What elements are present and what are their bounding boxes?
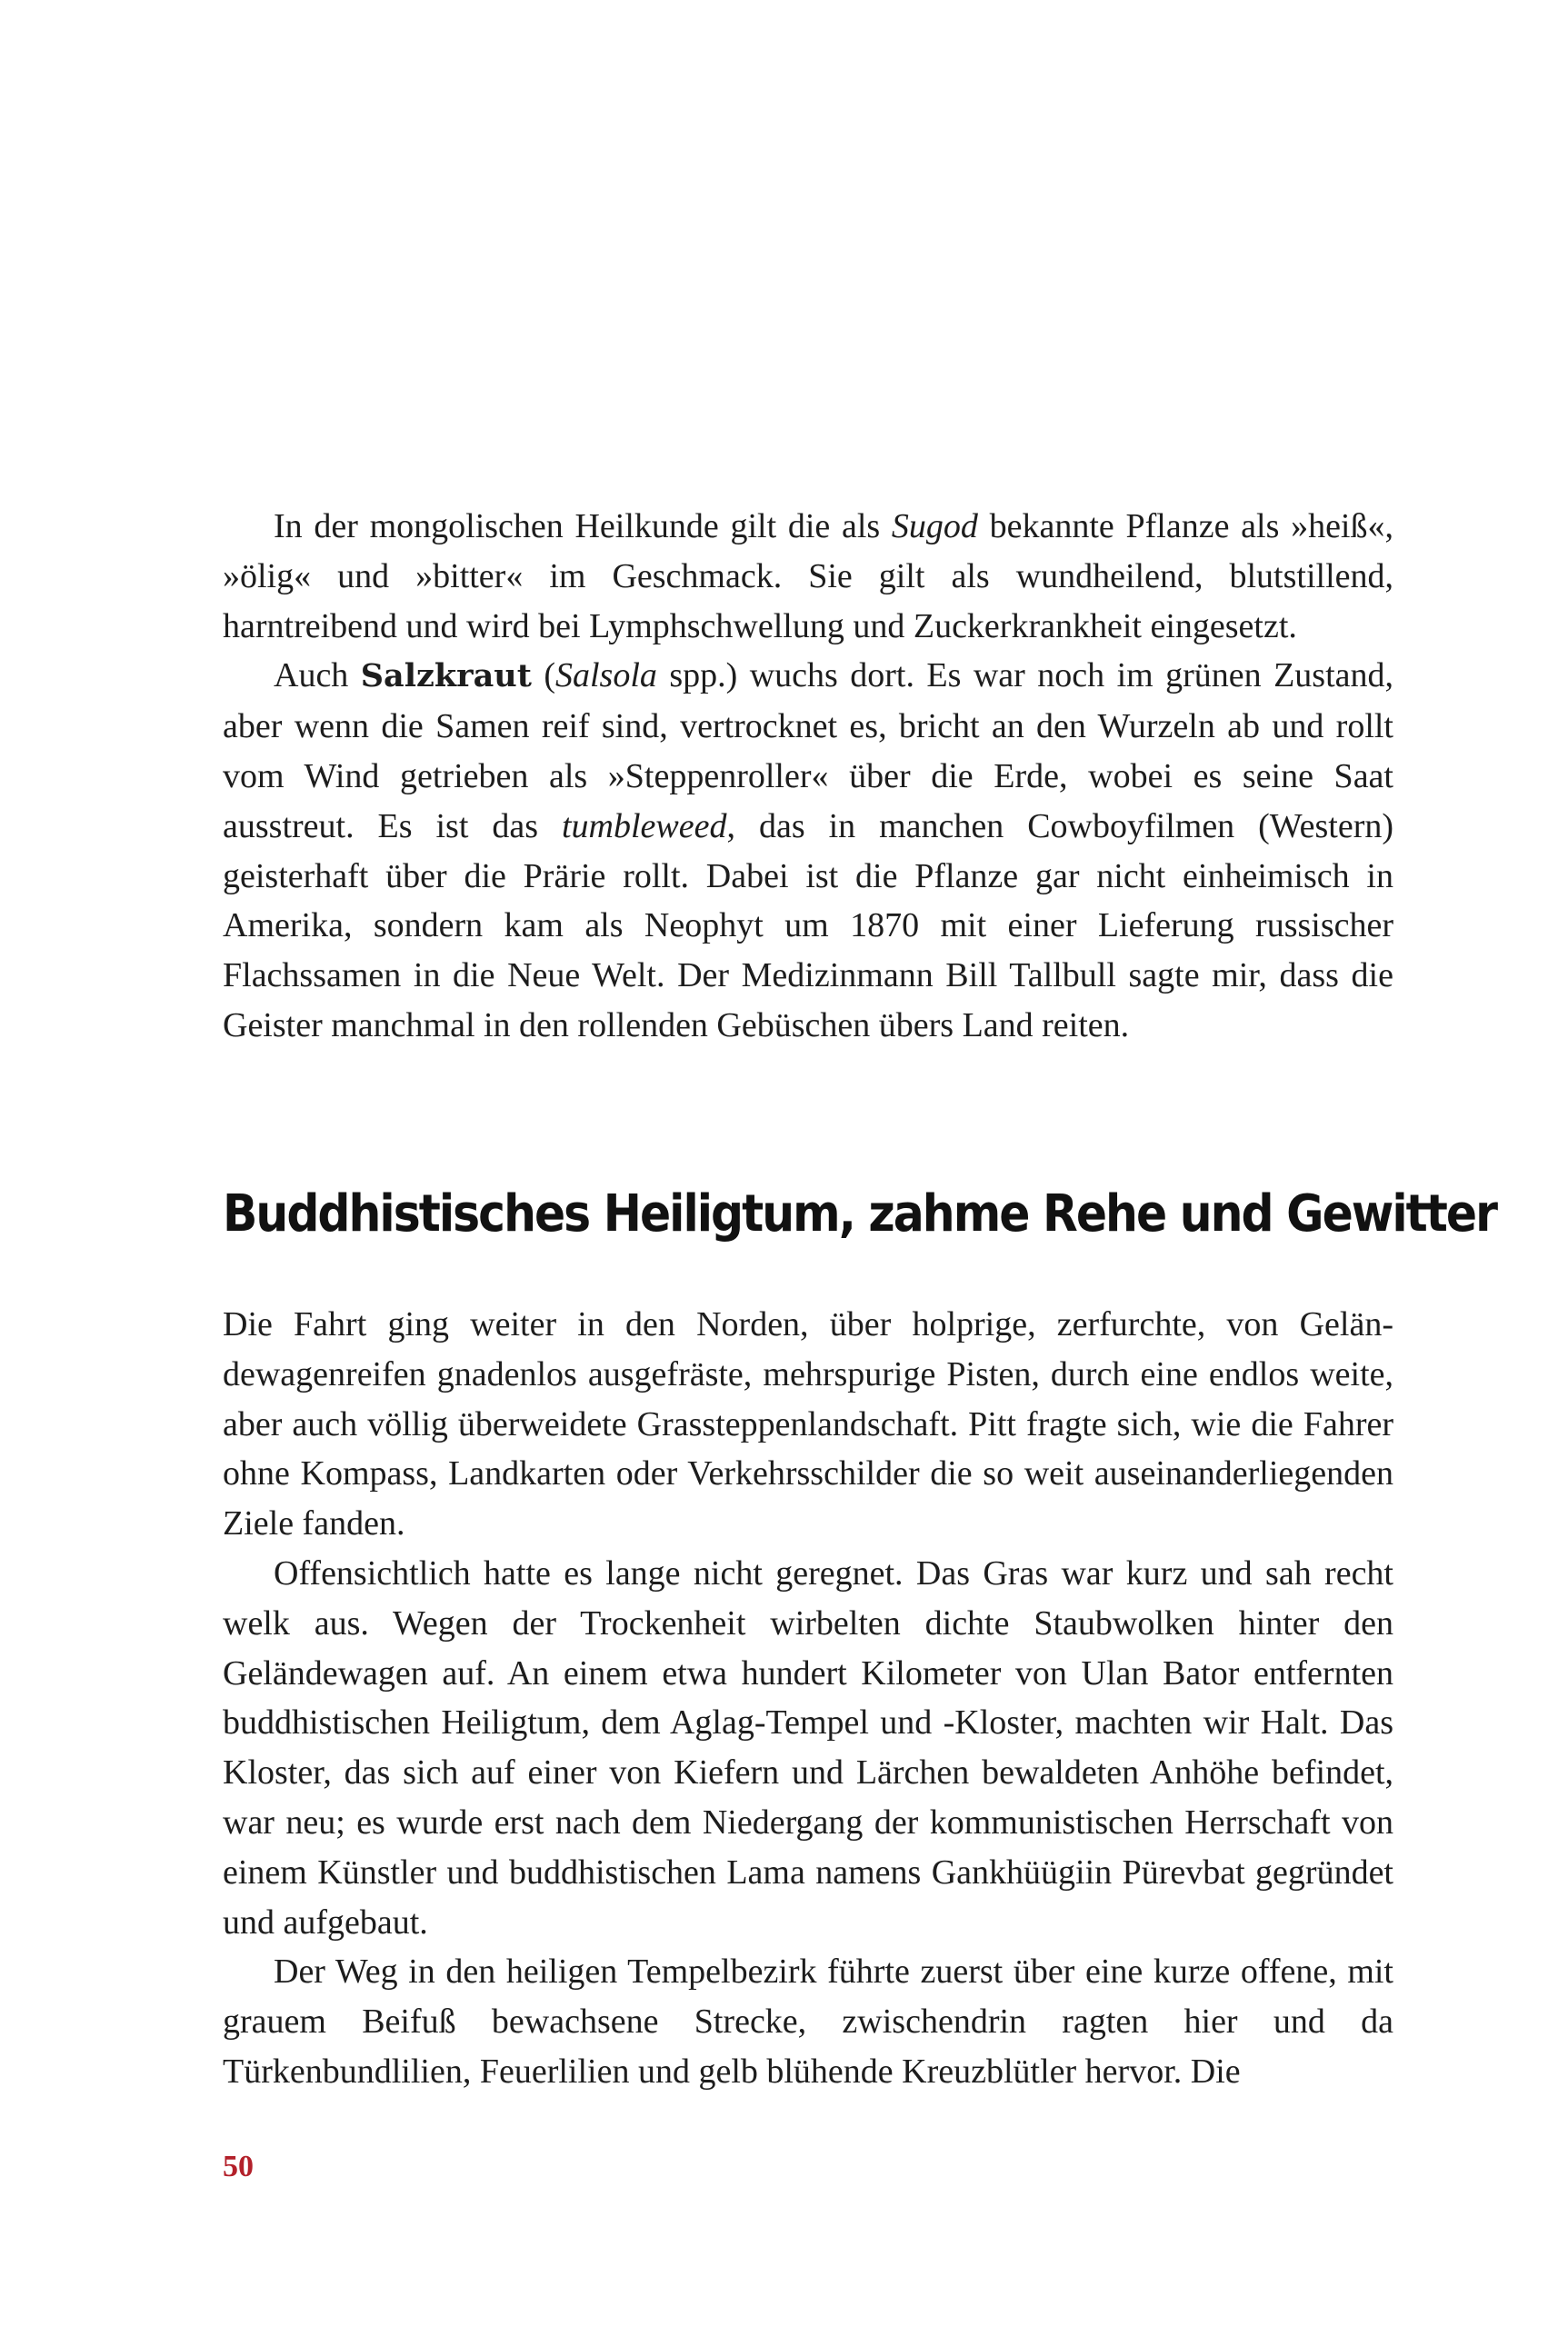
italic-term-salsola: Salsola [554, 656, 657, 695]
paragraph-salzkraut [223, 651, 1393, 1050]
text-run: bekannte Pflanze als »heiß«, »ölig« und »bitter« im Geschmack. Sie gilt als wundheilend, blutstillend, harntreibend und wird bei Lymphschwellung und Zuckerkrankheit eingesetzt. [223, 507, 1393, 645]
section-heading: Buddhistisches Heiligtum, zahme Rehe und Gewitter [223, 1184, 1496, 1243]
italic-term-tumbleweed: tumbleweed [561, 806, 727, 845]
text-run: Auch [274, 656, 361, 695]
text-block-bottom [223, 1300, 1393, 2097]
text-run: , das in manchen Cowboyfilmen (Western) geisterhaft über die Prärie rollt. Dabei ist die Pflanze gar nicht einheimisch in Amerika, sondern kam als Neophyt um 1870 mit einer Lieferung russischer Flachssamen in die Neue Welt. Der Medizinmann Bill Tallbull sagte mir, dass die Geister manchmal in den rollenden Gebüschen übers Land reiten. [223, 806, 1394, 1044]
paragraph-trockenheit: Offensichtlich hatte es lange nicht geregnet. Das Gras war kurz und sah recht welk aus. Wegen der Trockenheit wirbelten dichte Staubwolken hinter den Geländewagen auf. An einem etwa hundert Kilometer von Ulan Bator entfernten buddhistischen Heiligtum, dem Aglag-Tempel und -Kloster, machten wir Halt. Das Kloster, das sich auf einer von Kiefern und Lärchen bewaldeten Anhöhe befindet, war neu; es wurde erst nach dem Niedergang der kommunistischen Herrschaft von einem Künstler und buddhistischen Lama namens Gankhüügiin Pürevbat gegründet und aufgebaut. [223, 1553, 1393, 1942]
text-block-top [223, 502, 1393, 1051]
page-number: 50 [223, 2150, 254, 2183]
paragraph-sugod [223, 502, 1393, 651]
paragraph-fahrt: Die Fahrt ging weiter in den Norden, über holprige, zerfurchte, von Geländewagenreifen gnadenlos ausgefräste, mehrspurige Pisten, durch eine endlos weite, aber auch völlig überweidete Grassteppenlandschaft. Pitt fragte sich, wie die Fahrer ohne Kompass, Landkarten oder Verkehrsschilder die so weit auseinanderliegenden Ziele fanden. [223, 1305, 1393, 1543]
text-run: ( [531, 656, 555, 695]
text-run: spp.) wuchs dort. Es war noch im grünen Zustand, aber wenn die Samen reif sind, vertrocknet es, bricht an den Wurzeln ab und rollt vom Wind getrieben als »Steppenroller« über die Erde, wobei es seine Saat ausstreut. Es ist das [223, 656, 1394, 845]
bold-term-salzkraut: Salzkraut [360, 657, 532, 695]
text-run: In der mongolischen Heilkunde gilt die als [274, 507, 892, 545]
italic-term-sugod: Sugod [891, 507, 978, 545]
paragraph-tempelbezirk: Der Weg in den heiligen Tempelbezirk führte zuerst über eine kurze offene, mit grauem Beifuß bewachsene Strecke, zwischendrin ragten hier und da Türkenbundlilien, Feuerlilien und gelb blühende Kreuzblütler hervor. Die [223, 1952, 1393, 2091]
